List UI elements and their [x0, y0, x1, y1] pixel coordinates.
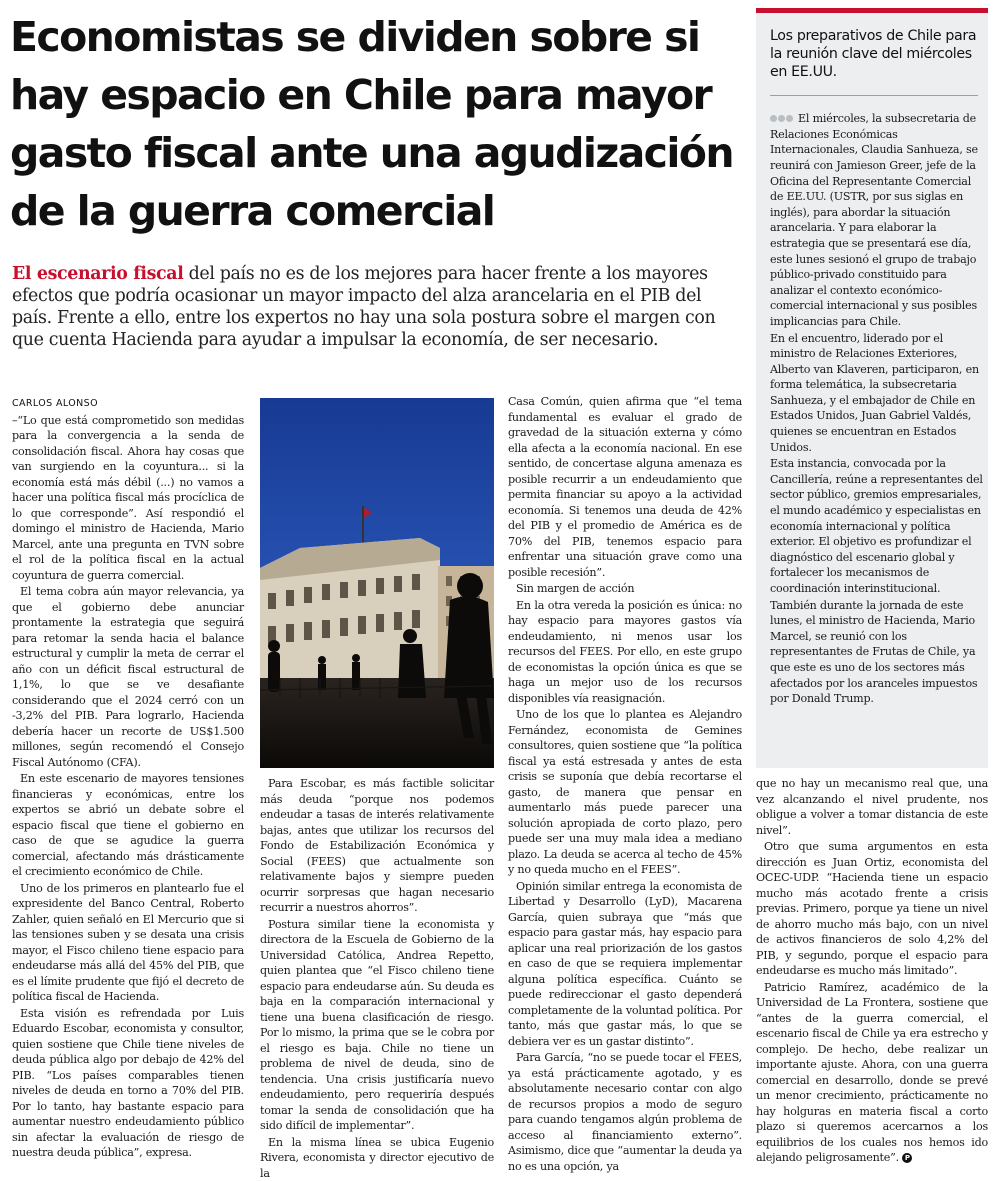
dots-icon [770, 111, 794, 127]
article-column-4 [756, 776, 988, 1158]
body-paragraph: que no hay un mecanismo real que, una vez alcanzando el nivel prudente, nos obligue a volver a tomar distancia de este nivel”. [756, 776, 988, 838]
lead-text: del país no es de los mejores para hacer frente a los mayores [183, 264, 707, 284]
lead-line [12, 263, 742, 285]
body-paragraph: Para Escobar, es más factible solicitar más deuda “porque nos podemos endeudar a tasas de interés relativamente bajas, antes que utilizar los recursos del Fondo de Estabilización Económica y Social (FEES) que actualmente son relativamente bajos y siempre pueden ocurrir sorpresas que hagan necesario recurrir a nuestros ahorros”. [260, 776, 494, 916]
body-paragraph: Esta visión es refrendada por Luis Eduardo Escobar, economista y consultor, quien sostiene que Chile tiene niveles de deuda pública algo por debajo de 42% del PIB. “Los países comparables tienen niveles de deuda en torno a 70% del PIB. Por lo tanto, hay bastante espacio para aumentar nuestro endeudamiento público sin afectar la evaluación de riesgo de nuestra deuda pública”, expresa. [12, 1006, 244, 1161]
headline-line: gasto fiscal ante una agudización [10, 124, 740, 182]
lead-kicker: El escenario fiscal [12, 264, 183, 284]
headline-line: hay espacio en Chile para mayor [10, 66, 740, 124]
article-column-3 [508, 394, 742, 1158]
body-paragraph: Para García, “no se puede tocar el FEES, ya está prácticamente agotado, y es absolutamente necesario contar con algo de recursos propios a modo de seguro para cuando tengamos algún problema de acceso al financiamiento externo”. Asimismo, dice que “aumentar la deuda ya no es una opción, ya [508, 1050, 742, 1174]
body-paragraph: Uno de los que lo plantea es Alejandro Fernández, economista de Gemines consultores, quien sostiene que “la política fiscal ya está estresada y antes de esta crisis se suponía que debía recortarse el gasto, de manera que pensar en aumentarlo más puede parecer una solución apropiada de corto plazo, pero puede ser una muy mala idea a mediano plazo. La deuda se acerca al techo de 45% y no queda mucho en el FEES”. [508, 707, 742, 878]
body-paragraph: Casa Común, quien afirma que “el tema fundamental es evaluar el grado de gravedad de la situación externa y cómo ella afecta a la economía nacional. En ese sentido, de concertase alguna amenaza es posible recurrir a un endeudamiento que permita financiar su apoyo a la actividad economía. Si tenemos una deuda de 42% del PIB y el promedio de América es de 70% del PIB, tenemos espacio para enfrentar una situación grave como una posible recesión”. [508, 394, 742, 580]
headline-line: de la guerra comercial [10, 182, 740, 240]
section-subhead: Sin margen de acción [508, 581, 742, 597]
lead-paragraph [12, 263, 742, 351]
sidebar-paragraph: En el encuentro, liderado por el ministro de Relaciones Exteriores, Alberto van Klaveren, participaron, en forma telemática, la subsecretaria Sanhueza, y el embajador de Chile en Estados Unidos, Juan Gabriel Valdés, quienes se encuentran en Estados Unidos. [770, 331, 984, 456]
body-paragraph: El tema cobra aún mayor relevancia, ya que el gobierno debe anunciar prontamente la estrategia que seguirá para retomar la senda hacia el balance estructural y cumplir la meta de cerrar el año con un déficit fiscal estructural de 1,1%, lo que se ve desafiante considerando que el 2024 cerró con un -3,2% del PIB. Para lograrlo, Hacienda debería hacer un recorte de US$1.500 millones, según recomendó el Consejo Fiscal Autónomo (CFA). [12, 584, 244, 770]
photo-illustration [260, 398, 494, 768]
sidebar-divider [770, 95, 978, 96]
sidebar-paragraph: También durante la jornada de este lunes, el ministro de Hacienda, Mario Marcel, se reunió con los representantes de Frutas de Chile, ya que este es uno de los sectores más afectados por los aranceles impuestos por Donald Trump. [770, 598, 984, 707]
sidebar-title: Los preparativos de Chile para la reunión clave del miércoles en EE.UU. [770, 27, 982, 81]
headline [10, 8, 740, 240]
body-paragraph [756, 980, 988, 1166]
body-paragraph: Postura similar tiene la economista y directora de la Escuela de Gobierno de la Universidad Católica, Andrea Repetto, quien plantea que “el Fisco chileno tiene espacio para endeudarse aún. Su deuda es baja en la comparación internacional y tiene una buena clasificación de riesgo. Por lo mismo, la prima que se le cobra por el riesgo es baja. Chile no tiene un problema de nivel de deuda, sino de tendencia. Una crisis justificaría nuevo endeudamiento, pero requeriría después tomar la senda de consolidación que ha sido difícil de implementar”. [260, 917, 494, 1134]
lead-line: país. Frente a ello, entre los expertos no hay una sola postura sobre el margen con [12, 307, 742, 329]
body-paragraph: Uno de los primeros en plantearlo fue el expresidente del Banco Central, Roberto Zahler, quien señaló en El Mercurio que si las tensiones suben y se desata una crisis mayor, el Fisco chileno tiene espacio para endeudarse más allá del 45% del PIB, que es el límite prudente que fijó el decreto de política fiscal de Hacienda. [12, 881, 244, 1005]
sidebar-paragraph [770, 111, 984, 330]
body-paragraph: En la misma línea se ubica Eugenio Rivera, economista y director ejecutivo de la [260, 1135, 494, 1181]
body-paragraph: En la otra vereda la posición es única: no hay espacio para mayores gastos vía endeudamiento, ni menos usar los recursos del FEES. Por ello, en este grupo de economistas la opción única es que se haga un mejor uso de los recursos disponibles vía reasignación. [508, 598, 742, 707]
sidebar-paragraph-text: El miércoles, la subsecretaria de Relaciones Económicas Internacionales, Claudia Sanhueza, se reunirá con Jamieson Greer, jefe de la Oficina del Representante Comercial de EE.UU. (USTR, por sus siglas en inglés), para abordar la situación arancelaria. Y para elaborar la estrategia que se presentará ese día, este lunes sesionó el grupo de trabajo público-privado constituido para analizar el contexto económico-comercial internacional y sus posibles implicancias para Chile. [770, 112, 978, 328]
body-paragraph-text: Patricio Ramírez, académico de la Universidad de La Frontera, sostiene que “antes de la guerra comercial, el escenario fiscal de Chile ya era estrecho y complejo. De hecho, debe realizar un importante ajuste. Ahora, con una guerra comercial en desarrollo, donde se prevé un menor crecimiento, prácticamente no hay holguras en materia fiscal a corto plazo si queremos acercarnos a los equilibrios de los cuales nos hemos ido alejando peligrosamente”. [756, 981, 988, 1165]
body-paragraph: Otro que suma argumentos en esta dirección es Juan Ortiz, economista del OCEC-UDP. “Hacienda tiene un espacio mucho más acotado frente a crisis previas. Primero, porque ya tiene un nivel de ahorro mucho más bajo, con un nivel de activos financieros de solo 4,2% del PIB, y segundo, porque el espacio para endeudarse es mucho más limitado”. [756, 839, 988, 979]
sidebar-body [770, 111, 984, 763]
byline: CARLOS ALONSO [12, 396, 244, 412]
article-column-1 [12, 396, 244, 1158]
headline-line: Economistas se dividen sobre si [10, 8, 740, 66]
body-paragraph: En este escenario de mayores tensiones financieras y económicas, entre los expertos se abrió un debate sobre el espacio fiscal que tiene el gobierno en caso de que se agudice la guerra comercial, afectando más drásticamente el crecimiento económico de Chile. [12, 771, 244, 880]
lead-line: que cuenta Hacienda para ayudar a impulsar la economía, de ser necesario. [12, 329, 742, 351]
sidebar-paragraph: Esta instancia, convocada por la Cancillería, reúne a representantes del sector público, gremios empresariales, el mundo académico y especialistas en economía internacional y política exterior. El objetivo es profundizar el diagnóstico del escenario global y fortalecer los mecanismos de coordinación interinstitucional. [770, 456, 984, 596]
article-photo [260, 398, 494, 768]
body-paragraph: –“Lo que está comprometido son medidas para la convergencia a la senda de consolidación fiscal. Ahora hay cosas que van surgiendo en la coyuntura... si la economía está más débil (...) no vamos a hacer una política fiscal más procíclica de lo que corresponde”. Así respondió el domingo el ministro de Hacienda, Mario Marcel, ante una pregunta en TVN sobre el rol de la política fiscal en la actual coyuntura de guerra comercial. [12, 413, 244, 584]
sidebar-box [756, 8, 988, 768]
article-column-2 [260, 776, 494, 1158]
lead-line: efectos que podría ocasionar un mayor impacto del alza arancelaria en el PIB del [12, 285, 742, 307]
end-mark-icon: P [902, 1153, 912, 1163]
body-paragraph: Opinión similar entrega la economista de Libertad y Desarrollo (LyD), Macarena García, quien subraya que “más que espacio para gastar más, hay espacio para aplicar una real priorización de los gastos en caso de que se requiera implementar alguna política específica. Cuánto se puede redireccionar el gasto dependerá completamente de la voluntad política. Por tanto, más que gastar más, lo que se debiera ver es un gastar distinto”. [508, 879, 742, 1050]
